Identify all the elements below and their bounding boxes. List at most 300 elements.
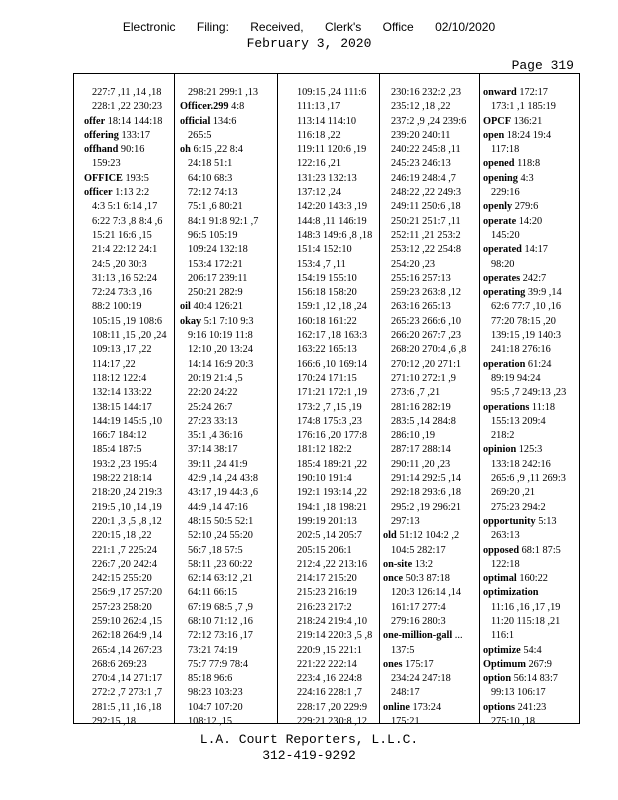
index-entry [383,172,466,186]
page-refs: 265:4 ,14 267:23 [92,644,163,656]
column-divider [277,74,278,723]
index-entry [180,572,258,586]
page-refs: 248:17 [391,687,420,699]
index-entry [483,472,566,486]
page-refs: 241:23 [517,701,547,713]
index-entry [180,229,258,243]
index-term: optimization [483,587,539,599]
index-term: online [383,701,410,713]
index-entry [180,300,258,314]
index-entry [84,300,167,314]
index-term: okay [180,315,202,327]
page-refs: 159:23 [92,158,121,170]
page-refs: 142:20 143:3 ,19 [297,201,368,213]
page-refs: 159:1 ,12 ,18 ,24 [297,301,367,313]
page-refs: 235:12 ,18 ,22 [391,101,451,113]
index-entry [483,286,566,300]
index-entry [383,586,466,600]
page-refs: 68:1 87:5 [521,544,561,556]
page-refs: 241:18 276:16 [491,344,551,356]
index-entry [180,515,258,529]
page-refs: 133:17 [121,129,151,141]
index-entry [483,701,566,715]
page-refs: 151:4 152:10 [297,244,352,256]
index-entry [180,415,258,429]
page-refs: 153:4 ,7 ,11 [297,258,346,270]
index-entry [84,200,167,214]
index-entry [289,544,372,558]
index-term: options [483,701,516,713]
index-entry [483,258,566,272]
index-entry [180,115,258,129]
page-refs: 198:22 218:14 [92,473,152,485]
page-refs: 118:12 122:4 [92,372,147,384]
page-refs: 270:4 ,14 271:17 [92,673,163,685]
page-refs: 84:1 91:8 92:1 ,7 [188,215,259,227]
page-refs: 39:9 ,14 [527,287,562,299]
page-refs: 64:10 68:3 [188,172,233,184]
page-refs: 72:12 74:13 [188,187,238,199]
page-refs: 175:17 [405,658,434,670]
page-refs: 72:12 73:16 ,17 [188,630,253,642]
index-entry [383,115,466,129]
index-entry [289,200,372,214]
page-refs: 48:15 50:5 52:1 [188,515,254,527]
page-refs: 245:23 246:13 [391,158,451,170]
index-entry [84,472,167,486]
page-refs: 109:13 ,17 ,22 [92,344,152,356]
page-refs: 24:18 51:1 [188,158,233,170]
index-term: optimal [483,573,517,585]
page-refs: 118:8 [517,158,541,170]
index-entry [483,715,566,729]
index-entry [84,586,167,600]
index-entry [483,315,566,329]
page-refs: 14:20 [518,215,543,227]
index-entry [383,415,466,429]
index-entry [383,243,466,257]
index-entry [383,343,466,357]
index-entry [383,200,466,214]
index-entry [84,229,167,243]
page-refs: 14:17 [524,244,548,256]
page-refs: 234:24 247:18 [391,673,451,685]
page-refs: 122:16 ,21 [297,158,342,170]
page-refs: 50:3 87:18 [405,573,450,585]
page-refs: 12:10 ,20 13:24 [188,344,253,356]
page-refs: 256:9 ,17 257:20 [92,587,163,599]
page-refs: 252:11 ,21 253:2 [391,229,461,241]
index-entry [483,115,566,129]
page-refs: 111:13 ,17 [297,101,341,113]
page-refs: 68:10 71:12 ,16 [188,615,253,627]
index-entry [483,243,566,257]
page-refs: 162:17 ,18 163:3 [297,330,368,342]
page-refs: 119:11 120:6 ,19 [297,144,367,156]
index-entry [84,415,167,429]
index-term: operations [483,401,530,413]
page-refs: 148:3 149:6 ,8 ,18 [297,229,373,241]
page-refs: 104:7 107:20 [188,701,243,713]
page-refs: 64:11 66:15 [188,587,238,599]
index-entry [84,129,167,143]
index-term: offering [84,129,119,141]
page-refs: 134:6 [212,115,237,127]
index-term: old [383,530,397,542]
index-entry [180,586,258,600]
index-term: one-million-gall [383,630,453,642]
index-entry [289,501,372,515]
index-entry [180,372,258,386]
page-refs: 37:14 38:17 [188,444,238,456]
index-entry [289,286,372,300]
page-refs: 138:15 144:17 [92,401,152,413]
index-entry [383,672,466,686]
index-entry [483,343,566,357]
index-entry [483,143,566,157]
page-refs: 219:14 220:3 ,5 ,8 [297,630,373,642]
filing-word-3: Received, [250,20,304,34]
page-refs: 190:10 191:4 [297,473,352,485]
page-refs: 120:3 126:14 ,14 [391,587,462,599]
index-entry [180,686,258,700]
index-term: opened [483,158,515,170]
filing-word-5: Office [382,20,414,34]
page-refs: 173:24 [412,701,442,713]
page-refs: 181:12 182:2 [297,444,352,456]
page-refs: 265:5 [188,129,212,141]
index-entry [383,715,466,729]
index-entry [180,86,258,100]
index-entry [84,143,167,157]
index-entry [483,486,566,500]
index-entry [483,86,566,100]
page-refs: 24:5 ,20 30:3 [92,258,147,270]
page-refs: 14:14 16:9 20:3 [188,358,254,370]
index-entry [84,486,167,500]
page-refs: 75:1 ,6 80:21 [188,201,243,213]
index-entry [483,358,566,372]
page-refs: 18:24 19:4 [506,129,552,141]
page-refs: 192:1 193:14 ,22 [297,487,368,499]
page-number: Page 319 [511,58,574,73]
filing-word-1: Electronic [122,20,176,34]
page-refs: 95:5 ,7 249:13 ,23 [491,387,567,399]
index-entry [289,629,372,643]
index-entry [84,443,167,457]
index-frame [73,73,580,728]
index-entry [383,372,466,386]
index-entry [383,272,466,286]
page-refs: 4:3 5:1 6:14 ,17 [92,201,158,213]
page-refs: 116:18 ,22 [297,129,341,141]
page-refs: 27:23 33:13 [188,415,238,427]
index-entry [84,601,167,615]
index-entry [84,86,167,100]
page-refs: 15:21 16:6 ,15 [92,229,152,241]
page-refs: 228:1 ,22 230:23 [92,101,163,113]
page-refs: 272:2 ,7 273:1 ,7 [92,687,163,699]
index-entry [483,372,566,386]
index-term: opposed [483,544,520,556]
page-refs: 295:2 ,19 296:21 [391,501,462,513]
index-entry [289,701,372,715]
index-entry [483,544,566,558]
page-refs: 174:8 175:3 ,23 [297,415,362,427]
index-term: operate [483,215,517,227]
index-entry [383,501,466,515]
page-refs: 1:13 2:2 [115,187,150,199]
page-refs: 268:20 270:4 ,6 ,8 [391,344,467,356]
index-entry [180,186,258,200]
page-refs: 98:23 103:23 [188,687,243,699]
index-entry [180,329,258,343]
page-refs: 99:13 106:17 [491,687,546,699]
index-entry [180,386,258,400]
page-refs: 5:1 7:10 9:3 [203,315,254,327]
index-entry [483,658,566,672]
page-refs: 85:18 96:6 [188,673,233,685]
page-refs: 292:15 ,18 [92,716,137,728]
page-refs: 170:24 171:15 [297,372,357,384]
index-entry [383,544,466,558]
page-refs: 77:20 78:15 ,20 [491,315,556,327]
index-entry [180,701,258,715]
index-entry [84,186,167,200]
index-entry [483,200,566,214]
index-entry [180,472,258,486]
page-refs: 246:19 248:4 ,7 [391,172,456,184]
index-column-3 [289,86,372,729]
page-refs: 156:18 158:20 [297,287,357,299]
index-entry [180,157,258,171]
page-refs: 249:11 250:6 ,18 [391,201,461,213]
page-refs: 61:24 [527,358,552,370]
index-entry [180,401,258,415]
page-refs: 253:12 ,22 254:8 [391,244,462,256]
index-entry [84,715,167,729]
page-refs: 67:19 68:5 ,7 ,9 [188,601,253,613]
index-entry [84,172,167,186]
index-entry [289,186,372,200]
index-entry [289,458,372,472]
column-divider [174,74,175,723]
index-term: opportunity [483,515,536,527]
page-refs: 154:19 155:10 [297,272,357,284]
page-refs: 290:11 ,20 ,23 [391,458,451,470]
index-entry [383,143,466,157]
index-entry [383,529,466,543]
index-entry [383,486,466,500]
index-entry [289,143,372,157]
page-refs: 11:18 [531,401,555,413]
index-entry [289,486,372,500]
page-refs: 220:9 ,15 221:1 [297,644,362,656]
index-entry [180,672,258,686]
page-refs: 132:14 133:22 [92,387,152,399]
page-refs: 39:11 ,24 41:9 [188,458,248,470]
page-refs: 108:11 ,15 ,20 ,24 [92,330,167,342]
index-entry [84,458,167,472]
index-entry [383,315,466,329]
page-refs: 173:1 ,1 185:19 [491,101,556,113]
index-entry [180,715,258,729]
index-entry [84,672,167,686]
page-refs: 96:5 105:19 [188,229,238,241]
index-entry [383,300,466,314]
page-refs: 259:10 262:4 ,15 [92,615,163,627]
page-refs: 175:21 [391,716,420,728]
page-refs: 218:2 [491,430,515,442]
index-entry [483,501,566,515]
index-column-4 [383,86,466,729]
index-entry [383,215,466,229]
page-refs: 292:18 293:6 ,18 [391,487,462,499]
page-refs: 6:22 7:3 ,8 8:4 ,6 [92,215,163,227]
index-entry [180,286,258,300]
page-refs: 212:4 ,22 213:16 [297,558,368,570]
page-refs: 268:6 269:23 [92,658,147,670]
transcript-date: February 3, 2020 [246,36,372,51]
index-entry [289,372,372,386]
page-refs: 4:3 [520,172,534,184]
page-refs: 58:11 ,23 60:22 [188,558,253,570]
page-refs: 9:16 10:19 11:8 [188,330,253,342]
page-refs: 240:22 245:8 ,11 [391,144,461,156]
index-entry [383,615,466,629]
index-entry [383,358,466,372]
page-refs: 137:5 [391,644,415,656]
index-entry [180,429,258,443]
index-entry [84,215,167,229]
index-entry [483,601,566,615]
page-refs: 269:20 ,21 [491,487,536,499]
index-entry [289,472,372,486]
page-refs: 136:21 [513,115,543,127]
index-entry [84,372,167,386]
page-refs: 218:20 ,24 219:3 [92,487,163,499]
page-refs: 270:12 ,20 271:1 [391,358,462,370]
index-entry [180,100,258,114]
page-refs: 223:4 ,16 224:8 [297,673,362,685]
index-entry [289,515,372,529]
index-term: offhand [84,144,119,156]
column-divider [379,74,380,723]
page-refs: 4:8 [231,101,245,113]
page-refs: 89:19 94:24 [491,372,541,384]
index-entry [383,686,466,700]
index-entry [383,100,466,114]
page-refs: 194:1 ,18 198:21 [297,501,368,513]
page-refs: 275:23 294:2 [491,501,546,513]
index-entry [383,157,466,171]
index-entry [289,429,372,443]
index-entry [84,100,167,114]
index-column-5 [483,86,566,729]
index-column-1 [84,86,167,729]
index-entry [84,658,167,672]
page-refs: 21:4 22:12 24:1 [92,244,158,256]
index-entry [84,501,167,515]
index-term: operating [483,287,526,299]
index-entry [84,644,167,658]
page-refs: 5:13 [538,515,557,527]
page-refs: 139:15 ,19 140:3 [491,330,562,342]
index-entry [289,572,372,586]
page-refs: 185:4 187:5 [92,444,142,456]
index-term: Optimum [483,658,526,670]
page-refs: 227:7 ,11 ,14 ,18 [92,87,162,98]
index-entry [383,386,466,400]
index-entry [383,401,466,415]
index-entry [383,458,466,472]
index-entry [383,86,466,100]
index-entry [289,672,372,686]
index-entry [383,329,466,343]
index-entry [84,629,167,643]
index-entry [180,558,258,572]
index-term: open [483,129,505,141]
index-entry [483,672,566,686]
page-refs: 62:14 63:12 ,21 [188,573,253,585]
page-refs: 259:23 263:8 ,12 [391,287,462,299]
index-term: opinion [483,444,517,456]
index-entry [289,415,372,429]
index-entry [383,229,466,243]
index-entry [483,186,566,200]
index-entry [84,343,167,357]
index-term: optimize [483,644,521,656]
index-entry [383,515,466,529]
index-entry [84,615,167,629]
page-refs: 125:3 [518,444,543,456]
index-entry [289,343,372,357]
index-entry [383,629,466,643]
page-refs: 215:23 216:19 [297,587,357,599]
page-refs: 226:7 ,20 242:4 [92,558,157,570]
index-term: oh [180,144,191,156]
index-entry [483,129,566,143]
page-refs: 131:23 132:13 [297,172,357,184]
index-entry [289,157,372,171]
page-refs: 199:19 201:13 [297,515,357,527]
index-entry [180,343,258,357]
index-term: officer [84,187,113,199]
index-entry [84,544,167,558]
page-refs: 263:13 [491,530,520,542]
index-entry [383,644,466,658]
page-refs: 279:16 280:3 [391,615,446,627]
index-term: on-site [383,558,413,570]
index-entry [84,315,167,329]
page-refs: 153:4 172:21 [188,258,243,270]
index-entry [483,415,566,429]
index-entry [180,629,258,643]
index-entry [180,601,258,615]
page-refs: 298:21 299:1 ,13 [188,87,259,98]
page-refs: 291:14 292:5 ,14 [391,473,462,485]
index-entry [289,172,372,186]
page-refs: 239:20 240:11 [391,129,451,141]
index-entry [483,644,566,658]
index-term: option [483,673,512,685]
index-entry [84,286,167,300]
page-refs: 205:15 206:1 [297,544,352,556]
index-entry [180,272,258,286]
index-entry [180,443,258,457]
page-refs: 283:5 ,14 284:8 [391,415,456,427]
page-refs: 44:9 ,14 47:16 [188,501,248,513]
